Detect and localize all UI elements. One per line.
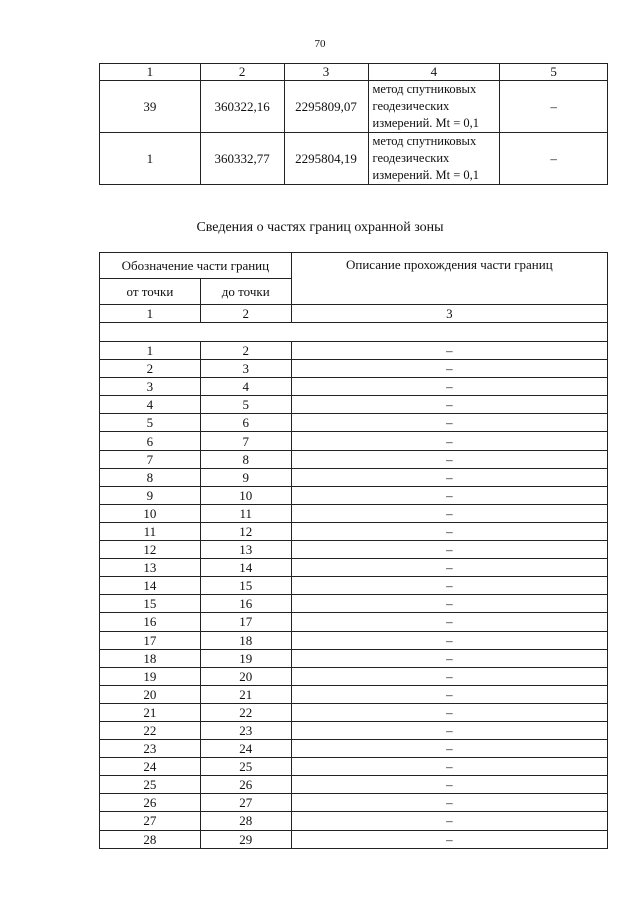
table-row: [100, 432, 608, 450]
from-point: 7: [100, 450, 201, 468]
to-point: 6: [200, 414, 291, 432]
to-point: 18: [200, 631, 291, 649]
segment-description: –: [291, 667, 607, 685]
to-point: 13: [200, 541, 291, 559]
from-point: 26: [100, 794, 201, 812]
from-point: 9: [100, 486, 201, 504]
table-row: [100, 740, 608, 758]
table-row: [100, 541, 608, 559]
to-point: 24: [200, 740, 291, 758]
table-row: [100, 721, 608, 739]
from-point: 13: [100, 559, 201, 577]
to-point: 2: [200, 342, 291, 360]
table-row: [100, 486, 608, 504]
table-row: [100, 776, 608, 794]
point-number: 1: [100, 133, 201, 185]
segment-description: –: [291, 685, 607, 703]
segment-description: –: [291, 432, 607, 450]
from-point: 2: [100, 360, 201, 378]
to-point: 20: [200, 667, 291, 685]
from-point: 12: [100, 541, 201, 559]
column-number: 3: [291, 305, 607, 323]
section-title: Сведения о частях границ охранной зоны: [196, 220, 444, 235]
segment-description: –: [291, 758, 607, 776]
method-line: метод спутниковых: [372, 134, 477, 148]
coordinates-table: [99, 63, 608, 185]
blank-cell: [100, 323, 608, 342]
table-row: [100, 396, 608, 414]
table-row: [100, 577, 608, 595]
from-point: 16: [100, 613, 201, 631]
table-row: [100, 631, 608, 649]
segment-description: –: [291, 703, 607, 721]
from-point: 28: [100, 830, 201, 848]
coord-header-row: [100, 64, 608, 81]
segment-description: –: [291, 577, 607, 595]
from-point: 14: [100, 577, 201, 595]
segment-description: –: [291, 342, 607, 360]
from-point: 3: [100, 378, 201, 396]
table-row: [100, 595, 608, 613]
segment-description: –: [291, 468, 607, 486]
table-row: [100, 342, 608, 360]
coord-header-cell: 1: [100, 64, 201, 81]
from-point: 17: [100, 631, 201, 649]
segment-description: –: [291, 414, 607, 432]
to-point: 12: [200, 522, 291, 540]
to-point: 7: [200, 432, 291, 450]
segment-description: –: [291, 360, 607, 378]
table-row: [100, 360, 608, 378]
method-line: метод спутниковых: [372, 82, 477, 96]
from-point: 27: [100, 812, 201, 830]
column-number: 2: [200, 305, 291, 323]
segment-description: –: [291, 794, 607, 812]
segment-description: –: [291, 631, 607, 649]
from-point: 11: [100, 522, 201, 540]
from-point: 6: [100, 432, 201, 450]
segment-description: –: [291, 613, 607, 631]
blank-row: [100, 323, 608, 342]
from-point: 22: [100, 721, 201, 739]
segment-description: –: [291, 396, 607, 414]
coord-row: [100, 81, 608, 133]
header-from-point: от точки: [100, 279, 201, 305]
method-description: [368, 81, 500, 133]
to-point: 3: [200, 360, 291, 378]
table-row: [100, 758, 608, 776]
coord-header-cell: 5: [500, 64, 608, 81]
to-point: 15: [200, 577, 291, 595]
table-row: [100, 613, 608, 631]
coord-header-cell: 3: [284, 64, 368, 81]
to-point: 23: [200, 721, 291, 739]
method-line: измерений. Mt = 0,1: [372, 168, 480, 182]
method-line: геодезических: [372, 99, 450, 113]
point-number: 39: [100, 81, 201, 133]
header-description: Описание прохождения части границ: [291, 253, 607, 305]
segment-description: –: [291, 486, 607, 504]
to-point: 29: [200, 830, 291, 848]
segment-description: –: [291, 522, 607, 540]
header-to-point: до точки: [200, 279, 291, 305]
segment-description: –: [291, 450, 607, 468]
to-point: 26: [200, 776, 291, 794]
segment-description: –: [291, 721, 607, 739]
to-point: 27: [200, 794, 291, 812]
to-point: 22: [200, 703, 291, 721]
segment-description: –: [291, 559, 607, 577]
to-point: 8: [200, 450, 291, 468]
coord-y: 2295809,07: [284, 81, 368, 133]
segment-description: –: [291, 649, 607, 667]
from-point: 10: [100, 504, 201, 522]
segment-description: –: [291, 776, 607, 794]
coord-header-cell: 4: [368, 64, 500, 81]
table-row: [100, 504, 608, 522]
to-point: 16: [200, 595, 291, 613]
header-boundary-designation: Обозначение части границ: [100, 253, 292, 279]
table-row: [100, 812, 608, 830]
col5-value: –: [500, 133, 608, 185]
table-row: [100, 559, 608, 577]
from-point: 18: [100, 649, 201, 667]
from-point: 23: [100, 740, 201, 758]
table-row: [100, 378, 608, 396]
col5-value: –: [500, 81, 608, 133]
segment-description: –: [291, 595, 607, 613]
from-point: 15: [100, 595, 201, 613]
table-row: [100, 830, 608, 848]
segment-description: –: [291, 740, 607, 758]
to-point: 19: [200, 649, 291, 667]
parts-number-row: [100, 305, 608, 323]
table-row: [100, 468, 608, 486]
segment-description: –: [291, 504, 607, 522]
to-point: 21: [200, 685, 291, 703]
coord-y: 2295804,19: [284, 133, 368, 185]
column-number: 1: [100, 305, 201, 323]
parts-header-row: [100, 253, 608, 279]
from-point: 19: [100, 667, 201, 685]
method-line: геодезических: [372, 151, 450, 165]
coord-row: [100, 133, 608, 185]
to-point: 28: [200, 812, 291, 830]
from-point: 5: [100, 414, 201, 432]
parts-body: [100, 342, 608, 849]
boundary-parts-table: [99, 252, 608, 849]
from-point: 1: [100, 342, 201, 360]
table-row: [100, 794, 608, 812]
coord-header-cell: 2: [200, 64, 284, 81]
coord-x: 360322,16: [200, 81, 284, 133]
table-row: [100, 685, 608, 703]
table-row: [100, 649, 608, 667]
from-point: 21: [100, 703, 201, 721]
segment-description: –: [291, 378, 607, 396]
table-row: [100, 703, 608, 721]
page-number: 70: [314, 38, 326, 50]
to-point: 5: [200, 396, 291, 414]
to-point: 10: [200, 486, 291, 504]
from-point: 25: [100, 776, 201, 794]
to-point: 25: [200, 758, 291, 776]
table-row: [100, 667, 608, 685]
from-point: 4: [100, 396, 201, 414]
to-point: 4: [200, 378, 291, 396]
method-description: [368, 133, 500, 185]
segment-description: –: [291, 541, 607, 559]
table-row: [100, 522, 608, 540]
from-point: 8: [100, 468, 201, 486]
to-point: 9: [200, 468, 291, 486]
from-point: 24: [100, 758, 201, 776]
coord-x: 360332,77: [200, 133, 284, 185]
segment-description: –: [291, 812, 607, 830]
table-row: [100, 450, 608, 468]
from-point: 20: [100, 685, 201, 703]
segment-description: –: [291, 830, 607, 848]
method-line: измерений. Mt = 0,1: [372, 116, 480, 130]
table-row: [100, 414, 608, 432]
to-point: 11: [200, 504, 291, 522]
to-point: 17: [200, 613, 291, 631]
to-point: 14: [200, 559, 291, 577]
